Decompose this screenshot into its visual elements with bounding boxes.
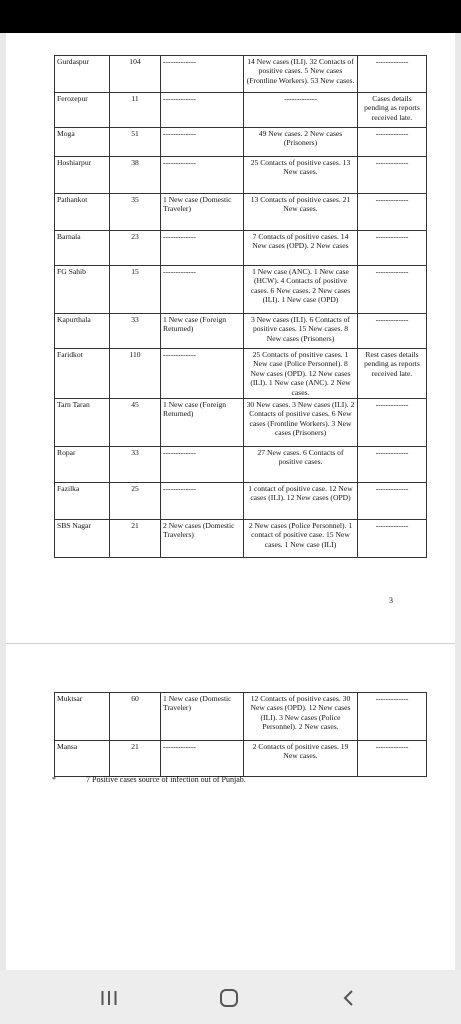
district-cell: Faridkot: [55, 349, 110, 399]
table-row: [55, 157, 427, 194]
travel-cell: -------------: [161, 93, 244, 128]
contacts-cell: 12 Contacts of positive cases. 30 New cases (OPD). 12 New cases (ILI). 3 New cases (Police Personnel). 2 New cases.: [244, 693, 358, 741]
remarks-cell: Rest cases details pending as reports received late.: [358, 349, 427, 399]
district-cases-table-continued: [54, 692, 427, 777]
home-button[interactable]: [217, 988, 241, 1008]
contacts-cell: 25 Contacts of positive cases. 13 New cases.: [244, 157, 358, 194]
travel-cell: -------------: [161, 483, 244, 520]
district-cell: SBS Nagar: [55, 520, 110, 558]
table-row: [55, 399, 427, 447]
count-cell: 38: [110, 157, 161, 194]
contacts-cell: 25 Contacts of positive cases. 1 New case (Police Personnel). 8 New cases (OPD). 12 New cases (ILI). 1 New case (ANC). 2 New cases.: [244, 349, 358, 399]
page-number: 3: [389, 596, 393, 605]
count-cell: 45: [110, 399, 161, 447]
count-cell: 33: [110, 314, 161, 349]
travel-cell: -------------: [161, 266, 244, 314]
count-cell: 104: [110, 56, 161, 93]
contacts-cell: 14 New cases (ILI). 32 Contacts of positive cases. 5 New cases (Frontline Workers). 53 New cases.: [244, 56, 358, 93]
home-icon: [218, 988, 240, 1008]
count-cell: 25: [110, 483, 161, 520]
travel-cell: 1 New case (Domestic Traveler): [161, 693, 244, 741]
travel-cell: -------------: [161, 128, 244, 157]
district-cell: Mansa: [55, 741, 110, 777]
district-cases-table: [54, 55, 427, 558]
navigation-bar: [0, 970, 461, 1024]
count-cell: 15: [110, 266, 161, 314]
district-cell: Moga: [55, 128, 110, 157]
contacts-cell: 30 New cases. 3 New cases (ILI). 2 Contacts of positive cases. 6 New cases (Frontline Workers). 3 New cases (Prisoners): [244, 399, 358, 447]
district-cell: Ropar: [55, 447, 110, 483]
remarks-cell: -------------: [358, 194, 427, 231]
table-row: [55, 447, 427, 483]
back-icon: [339, 988, 359, 1008]
district-cell: Pathankot: [55, 194, 110, 231]
remarks-cell: Cases details pending as reports received late.: [358, 93, 427, 128]
remarks-cell: -------------: [358, 693, 427, 741]
district-cell: Barnala: [55, 231, 110, 266]
count-cell: 51: [110, 128, 161, 157]
contacts-cell: 2 New cases (Police Personnel). 1 contact of positive case. 15 New cases. 1 New case (ILI): [244, 520, 358, 558]
back-button[interactable]: [337, 988, 361, 1008]
remarks-cell: -------------: [358, 520, 427, 558]
remarks-cell: -------------: [358, 266, 427, 314]
contacts-cell: 7 Contacts of positive cases. 14 New cases (OPD). 2 New cases: [244, 231, 358, 266]
footnote-text: 7 Positive cases source of infection out of Punjab.: [86, 775, 246, 784]
table-row: [55, 314, 427, 349]
remarks-cell: -------------: [358, 128, 427, 157]
table-row: [55, 483, 427, 520]
travel-cell: 1 New case (Domestic Traveler): [161, 194, 244, 231]
travel-cell: -------------: [161, 349, 244, 399]
remarks-cell: -------------: [358, 231, 427, 266]
travel-cell: -------------: [161, 157, 244, 194]
travel-cell: -------------: [161, 56, 244, 93]
remarks-cell: -------------: [358, 314, 427, 349]
district-cell: Ferozepur: [55, 93, 110, 128]
contacts-cell: 3 New cases (ILI). 6 Contacts of positive cases. 15 New cases. 8 New cases (Prisoners): [244, 314, 358, 349]
travel-cell: -------------: [161, 447, 244, 483]
count-cell: 23: [110, 231, 161, 266]
travel-cell: 1 New case (Foreign Returned): [161, 399, 244, 447]
count-cell: 21: [110, 741, 161, 777]
district-cell: Muktsar: [55, 693, 110, 741]
count-cell: 33: [110, 447, 161, 483]
table-row: [55, 231, 427, 266]
district-cell: Gurdaspur: [55, 56, 110, 93]
contacts-cell: 27 New cases. 6 Contacts of positive cases.: [244, 447, 358, 483]
travel-cell: -------------: [161, 231, 244, 266]
district-cell: FG Sahib: [55, 266, 110, 314]
count-cell: 21: [110, 520, 161, 558]
district-cell: Fazilka: [55, 483, 110, 520]
recent-apps-icon: [99, 989, 119, 1007]
document-page-3: [6, 33, 455, 643]
contacts-cell: 2 Contacts of positive cases. 19 New cases.: [244, 741, 358, 777]
count-cell: 35: [110, 194, 161, 231]
table-row: [55, 693, 427, 741]
contacts-cell: 1 contact of positive case. 12 New cases (ILI). 12 New cases (OPD): [244, 483, 358, 520]
remarks-cell: -------------: [358, 483, 427, 520]
table-row: [55, 266, 427, 314]
travel-cell: 1 New case (Foreign Returned): [161, 314, 244, 349]
contacts-cell: 1 New case (ANC). 1 New case (HCW). 4 Contacts of positive cases. 6 New cases. 2 New cases (ILI). 1 New case (OPD): [244, 266, 358, 314]
table-row: [55, 194, 427, 231]
remarks-cell: -------------: [358, 741, 427, 777]
table-row: [55, 128, 427, 157]
travel-cell: 2 New cases (Domestic Travelers): [161, 520, 244, 558]
recent-apps-button[interactable]: [97, 988, 121, 1008]
count-cell: 11: [110, 93, 161, 128]
table-row: [55, 93, 427, 128]
footnote-marker: *: [52, 775, 56, 784]
district-cell: Tarn Taran: [55, 399, 110, 447]
table-row: [55, 56, 427, 93]
count-cell: 60: [110, 693, 161, 741]
contacts-cell: 13 Contacts of positive cases. 21 New cases.: [244, 194, 358, 231]
contacts-cell: 49 New cases. 2 New cases (Prisoners): [244, 128, 358, 157]
remarks-cell: -------------: [358, 447, 427, 483]
count-cell: 110: [110, 349, 161, 399]
district-cell: Kapurthala: [55, 314, 110, 349]
table-row: [55, 741, 427, 777]
table-row: [55, 349, 427, 399]
remarks-cell: -------------: [358, 157, 427, 194]
contacts-cell: -------------: [244, 93, 358, 128]
remarks-cell: -------------: [358, 399, 427, 447]
document-page-4: [6, 643, 455, 971]
remarks-cell: -------------: [358, 56, 427, 93]
district-cell: Hoshiarpur: [55, 157, 110, 194]
travel-cell: -------------: [161, 741, 244, 777]
table-row: [55, 520, 427, 558]
status-bar: [0, 0, 461, 33]
